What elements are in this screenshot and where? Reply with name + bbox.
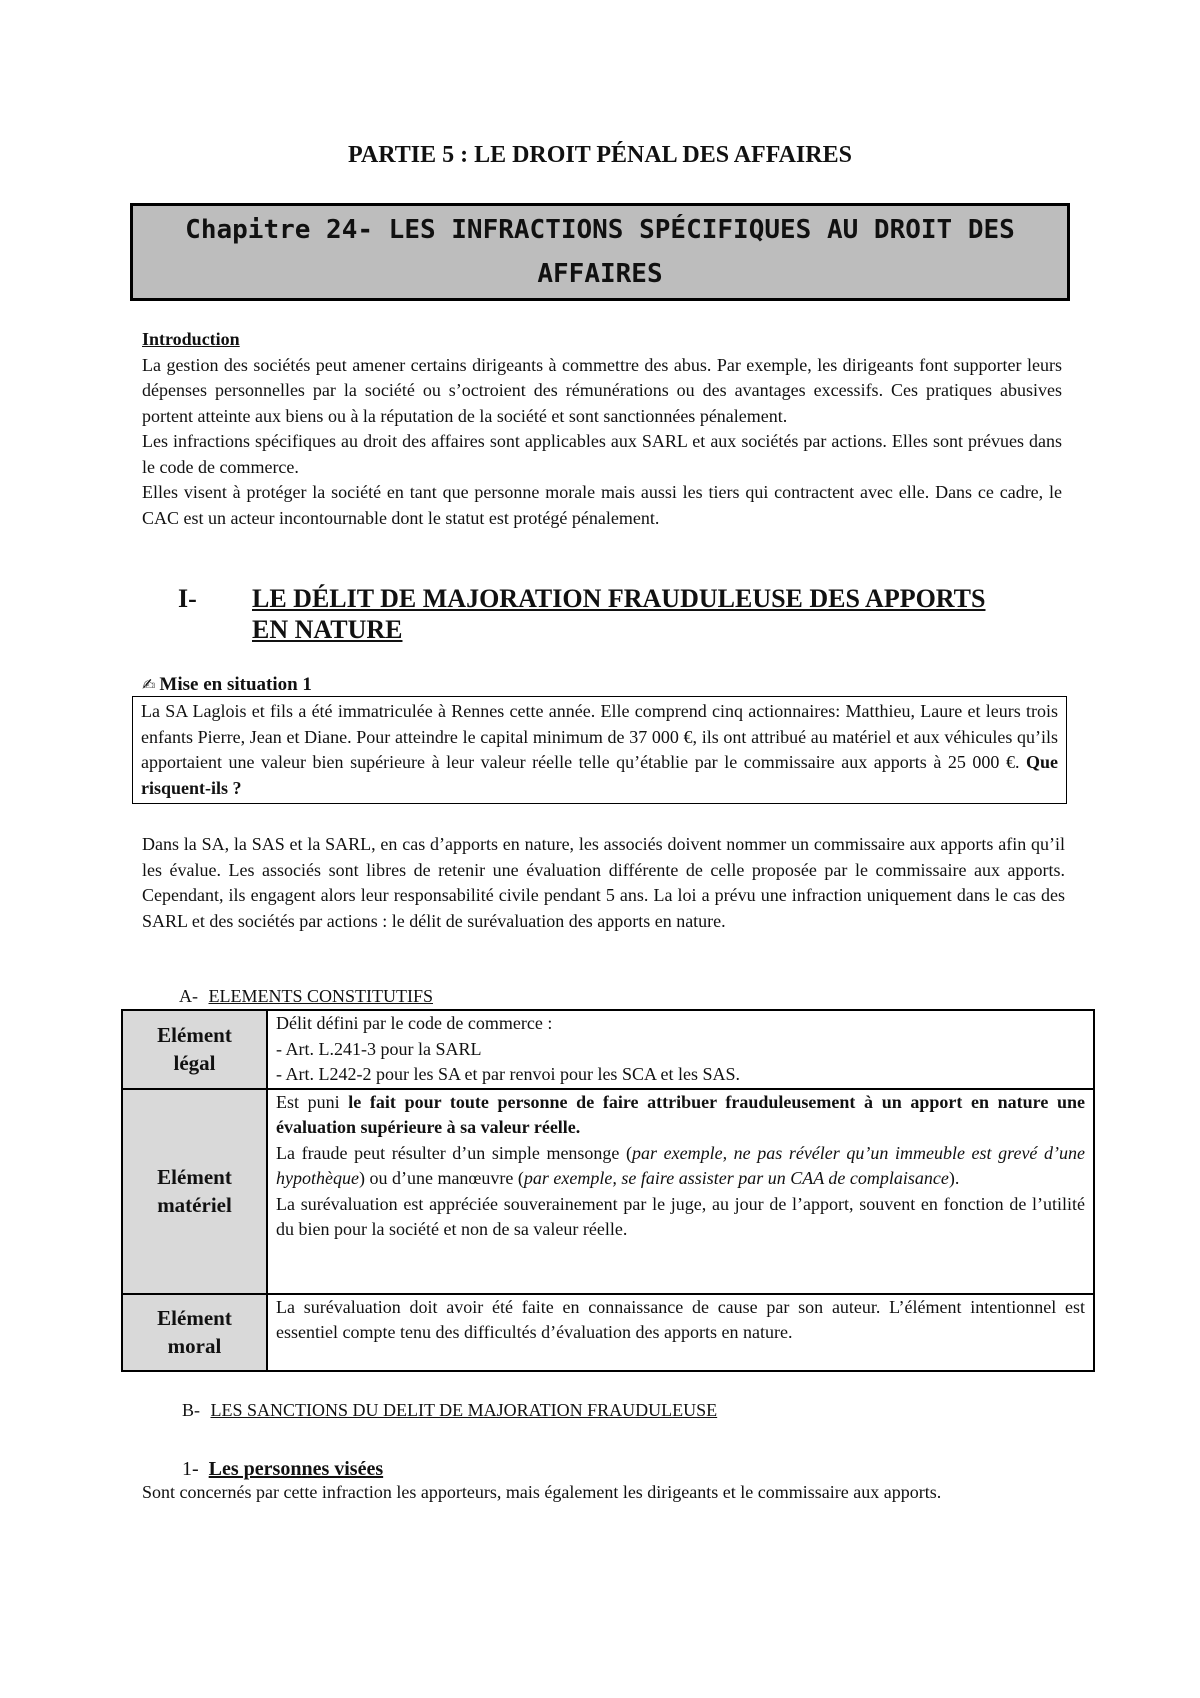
- label-moral-line-1: Elément: [157, 1306, 232, 1330]
- table-row-moral: [122, 1294, 1094, 1371]
- legal-line-2: - Art. L.241-3 pour la SARL: [276, 1038, 482, 1059]
- chapter-title-line-2: AFFAIRES: [537, 259, 663, 289]
- point-1-title: Les personnes visées: [208, 1458, 384, 1480]
- table-cell-moral: [267, 1294, 1094, 1371]
- moral-text: La surévaluation doit avoir été faite en connaissance de cause par son auteur. L’élément intentionnel est essentiel compte tenu des difficultés d’évaluation des apports en nature.: [276, 1296, 1085, 1342]
- table-label-moral: [122, 1294, 267, 1371]
- materiel-lead: Est puni: [276, 1091, 349, 1112]
- paragraph-apports-text: Dans la SA, la SAS et la SARL, en cas d’apports en nature, les associés doivent nommer un commissaire aux apports afin qu’il les évalue. Les associés sont libres de retenir une évaluation différente de celle proposée par le commissaire aux apports. Cependant, ils engagent alors leur responsabilité civile pendant 5 ans. La loi a prévu une infraction uniquement dans le cas des SARL et des sociétés par actions : le délit de surévaluation des apports en nature.: [142, 834, 1065, 931]
- point-1-number: 1-: [182, 1458, 199, 1480]
- paragraph-apports: [142, 832, 1065, 934]
- point-1-paragraph: [142, 1480, 1062, 1506]
- table-row-legal: [122, 1010, 1094, 1089]
- subsection-a-title: ELEMENTS CONSTITUTIFS: [208, 986, 433, 1006]
- introduction-paragraph-3: Elles visent à protéger la société en tant que personne morale mais aussi les tiers qui contractent avec elle. Dans ce cadre, le CAC est un acteur incontournable dont le statut est protégé pénalement.: [142, 482, 1062, 528]
- materiel-p2-a: La fraude peut résulter d’un simple mensonge (: [276, 1142, 633, 1163]
- section-1-title: LE DÉLIT DE MAJORATION FRAUDULEUSE DES APPORTS EN NATURE: [252, 584, 986, 644]
- materiel-paragraph-1: [276, 1090, 1085, 1141]
- table-label-legal: [122, 1010, 267, 1089]
- materiel-p2-c: ).: [948, 1168, 960, 1188]
- legal-line-1: Délit défini par le code de commerce :: [276, 1013, 553, 1033]
- label-moral-line-2: moral: [167, 1334, 222, 1358]
- introduction-heading: Introduction: [142, 329, 240, 349]
- table-row-materiel: [122, 1089, 1094, 1294]
- subsection-a-letter: A-: [179, 986, 198, 1006]
- materiel-paragraph-3: La surévaluation est appréciée souverainement par le juge, au jour de l’apport, souvent en fonction de l’utilité du bien pour la société et non de sa valeur réelle.: [276, 1193, 1085, 1239]
- subsection-a-heading: [179, 986, 433, 1007]
- point-1-text: Sont concernés par cette infraction les apporteurs, mais également les dirigeants et le commissaire aux apports.: [142, 1482, 942, 1502]
- writing-hand-icon: ✍: [142, 675, 156, 694]
- chapter-title-box: [130, 203, 1070, 301]
- point-1-heading: [182, 1458, 383, 1481]
- materiel-paragraph-2: [276, 1141, 1085, 1192]
- materiel-bold: le fait pour toute personne de faire attribuer frauduleusement à un apport en nature une évaluation supérieure à sa valeur réelle.: [276, 1091, 1085, 1137]
- materiel-p2-italic-1: par exemple, ne pas révéler qu’un immeuble est grevé d’une hypothèque: [276, 1142, 1085, 1188]
- introduction-paragraph-1: La gestion des sociétés peut amener certains dirigeants à commettre des abus. Par exemple, les dirigeants font supporter leurs dépenses personnelles par la société ou s’octroient des rémunérations ou des avantages excessifs. Ces pratiques abusives portent atteinte aux biens ou à la réputation de la société et sont sanctionnées pénalement.: [142, 354, 1062, 426]
- label-materiel-line-2: matériel: [157, 1193, 232, 1217]
- case-study-box: [132, 696, 1067, 804]
- subsection-b-heading: [182, 1400, 717, 1421]
- introduction: [142, 327, 1062, 531]
- materiel-p2-b: ) ou d’une manœuvre (: [358, 1168, 524, 1188]
- mise-en-situation-title: Mise en situation 1: [159, 674, 312, 695]
- table-cell-legal: [267, 1010, 1094, 1089]
- section-1-number: I-: [178, 584, 197, 613]
- case-study-question: Que risquent-ils ?: [141, 752, 1059, 798]
- part-title: PARTIE 5 : LE DROIT PÉNAL DES AFFAIRES: [348, 142, 852, 168]
- table-label-materiel: [122, 1089, 267, 1294]
- subsection-b-title: LES SANCTIONS DU DELIT DE MAJORATION FRAUDULEUSE: [210, 1400, 718, 1420]
- mise-en-situation-heading: [142, 674, 312, 696]
- label-materiel-line-1: Elément: [157, 1165, 232, 1189]
- introduction-paragraph-2: Les infractions spécifiques au droit des affaires sont applicables aux SARL et aux sociétés par actions. Elles sont prévues dans le code de commerce.: [142, 431, 1062, 477]
- materiel-p2-italic-2: par exemple, se faire assister par un CAA de complaisance: [523, 1168, 949, 1188]
- case-study-text: La SA Laglois et fils a été immatriculée à Rennes cette année. Elle comprend cinq actionnaires: Matthieu, Laure et leurs trois enfants Pierre, Jean et Diane. Pour atteindre le capital minimum de 37 000 €, ils ont attribué au matériel et aux véhicules qu’ils apportaient une valeur bien supérieure à leur valeur réelle telle qu’établie par le commissaire aux apports à 25 000 €.: [141, 701, 1058, 772]
- label-legal-line-1: Elément: [157, 1023, 232, 1048]
- elements-table: [121, 1009, 1095, 1372]
- legal-line-3: - Art. L242-2 pour les SA et par renvoi pour les SCA et les SAS.: [276, 1064, 740, 1084]
- table-cell-materiel: [267, 1089, 1094, 1294]
- chapter-title-line-1: Chapitre 24- LES INFRACTIONS SPÉCIFIQUES AU DROIT DES: [185, 215, 1015, 245]
- label-legal-line-2: légal: [173, 1051, 216, 1076]
- subsection-b-letter: B-: [182, 1400, 200, 1420]
